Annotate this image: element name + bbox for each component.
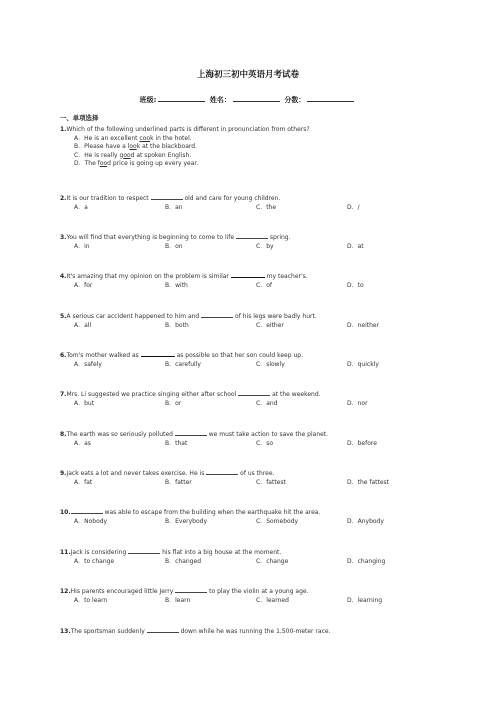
question-number: 5. [60, 313, 67, 320]
question-number: 8. [60, 431, 67, 438]
stem-before-blank: It is our tradition to respect [66, 195, 151, 202]
option-c: C．He is really good at spoken English. [74, 151, 192, 159]
option-b: B．fatter [165, 478, 192, 486]
option-d: D．The food price is going up every year. [74, 160, 199, 168]
option-d: D．/ [347, 203, 360, 211]
stem-after-blank: to play the violin at a young age. [207, 588, 309, 595]
answer-blank [147, 627, 179, 633]
option-b: B．an [165, 203, 183, 211]
name-blank [233, 94, 280, 102]
answer-blank [175, 430, 207, 436]
option-b: B．on [165, 242, 183, 250]
option-a: A．a [74, 203, 88, 211]
page-title: 上海初三初中英语月考试卷 [196, 70, 299, 80]
class-label: 班级: [139, 96, 157, 104]
option-c: C．change [256, 557, 289, 565]
option-d: D．the fattest [347, 478, 390, 486]
stem-before-blank: His parents encouraged little Jerry [70, 588, 176, 595]
option-b: B．that [165, 439, 188, 447]
question-number: 10. [60, 509, 71, 516]
answer-blank [175, 587, 207, 593]
option-b: B．Everybody [165, 517, 208, 525]
option-d: D．learning [347, 596, 383, 604]
option-a: A．safely [74, 360, 102, 368]
question-stem: Which of the following underlined parts is different in pronunciation from others? [66, 126, 310, 133]
stem-after-blank: old and care for young children. [182, 195, 281, 202]
option-row [74, 440, 440, 449]
option-a: A．for [74, 281, 93, 289]
option-d: D．nor [347, 399, 368, 407]
answer-blank [238, 390, 270, 396]
option-b: B．or [165, 399, 182, 407]
option-a: A．to learn [74, 596, 108, 604]
stem-after-blank: of his legs were badly hurt. [233, 313, 317, 320]
stem-before-blank: Jack is considering [70, 549, 129, 556]
option-c: C．slowly [256, 360, 285, 368]
option-row [74, 282, 440, 291]
answer-blank [236, 233, 268, 239]
option-a: A．fat [74, 478, 93, 486]
option-row [74, 479, 440, 488]
question-3 [60, 233, 440, 251]
option-a: A．Nobody [74, 517, 108, 525]
question-1 [60, 126, 440, 169]
option-row [74, 361, 440, 370]
answer-blank [231, 272, 265, 278]
stem-after-blank: at the weekend. [270, 391, 321, 398]
answer-blank [128, 548, 160, 554]
question-number: 3. [60, 234, 67, 241]
question-number: 9. [60, 470, 67, 477]
question-13 [60, 627, 440, 637]
question-number: 13. [60, 628, 71, 635]
score-blank [307, 94, 354, 102]
class-blank [158, 94, 205, 102]
answer-blank [151, 194, 183, 200]
option-a: A．but [74, 399, 95, 407]
stem-before-blank: The sportsman suddenly [70, 628, 147, 635]
option-row [74, 243, 440, 252]
student-info-line [0, 94, 496, 105]
stem-after-blank: his flat into a big house at the moment. [160, 549, 282, 556]
option-c: C．fattest [256, 478, 286, 486]
option-row [74, 322, 440, 331]
question-number: 7. [60, 391, 67, 398]
option-c: C．by [256, 242, 274, 250]
option-d: D．before [347, 439, 377, 447]
option-b: B．with [165, 281, 188, 289]
section-heading: 一、单项选择 [60, 114, 99, 122]
option-d: D．changing [347, 557, 386, 565]
name-label: 姓名： [209, 96, 231, 104]
question-5 [60, 312, 440, 330]
option-row [74, 558, 440, 567]
stem-after-blank: of us three. [238, 470, 275, 477]
option-c: C．learned [256, 596, 289, 604]
option-d: D．Anybody [347, 517, 384, 525]
option-d: D．quickly [347, 360, 379, 368]
option-c: C．either [256, 321, 284, 329]
question-number: 6. [60, 352, 67, 359]
option-a: A．to change [74, 557, 115, 565]
option-row [74, 518, 440, 527]
stem-before-blank: The earth was so seriously polluted [66, 431, 175, 438]
answer-blank [201, 312, 233, 318]
answer-blank [141, 351, 175, 357]
option-a: A．He is an excellent cook in the hotel. [74, 134, 192, 142]
stem-after-blank: spring. [268, 234, 291, 241]
stem-before-blank: Tom's mother walked as [66, 352, 141, 359]
option-c: C．the [256, 203, 277, 211]
option-a: A．in [74, 242, 90, 250]
question-number: 2. [60, 195, 67, 202]
question-number: 11. [60, 549, 71, 556]
option-b: B．both [165, 321, 189, 329]
option-c: C．of [256, 281, 272, 289]
option-b: B．changed [165, 557, 202, 565]
question-4 [60, 272, 440, 290]
stem-after-blank: was able to escape from the building when the earthquake hit the area. [102, 509, 321, 516]
option-c: C．so [256, 439, 273, 447]
option-d: D．to [347, 281, 364, 289]
stem-before-blank: A serious car accident happened to him and [66, 313, 202, 320]
stem-before-blank: Mrs. Li suggested we practice singing either after school [66, 391, 239, 398]
question-6 [60, 351, 440, 369]
question-number: 1. [60, 126, 67, 133]
option-row [74, 400, 440, 409]
question-10 [60, 508, 440, 526]
option-c: C．Somebody [256, 517, 299, 525]
option-list [74, 135, 440, 169]
option-b: B．Please have a look at the blackboard. [74, 143, 197, 151]
option-a: A．all [74, 321, 92, 329]
question-11 [60, 548, 440, 566]
option-b: B．carefully [165, 360, 201, 368]
question-12 [60, 587, 440, 605]
answer-blank [71, 508, 103, 514]
option-row [74, 204, 440, 213]
question-2 [60, 194, 440, 212]
question-number: 4. [60, 273, 67, 280]
question-number: 12. [60, 588, 71, 595]
stem-after-blank: down while he was running the 1,500-meter race. [178, 628, 331, 635]
stem-after-blank: my teacher's. [264, 273, 308, 280]
option-c: C．and [256, 399, 278, 407]
answer-blank [206, 469, 238, 475]
stem-before-blank: It's amazing that my opinion on the problem is similar [66, 273, 231, 280]
stem-after-blank: we must take action to save the planet. [206, 431, 329, 438]
stem-before-blank: Jack eats a lot and never takes exercise. He is [66, 470, 207, 477]
score-label: 分数： [284, 96, 306, 104]
stem-after-blank: as possible so that her son could keep up. [174, 352, 303, 359]
option-d: D．neither [347, 321, 380, 329]
option-d: D．at [347, 242, 364, 250]
option-row [74, 597, 440, 606]
question-7 [60, 390, 440, 408]
question-8 [60, 430, 440, 448]
option-b: B．learn [165, 596, 191, 604]
option-a: A．as [74, 439, 91, 447]
question-9 [60, 469, 440, 487]
stem-before-blank: You will find that everything is beginning to come to life [66, 234, 237, 241]
